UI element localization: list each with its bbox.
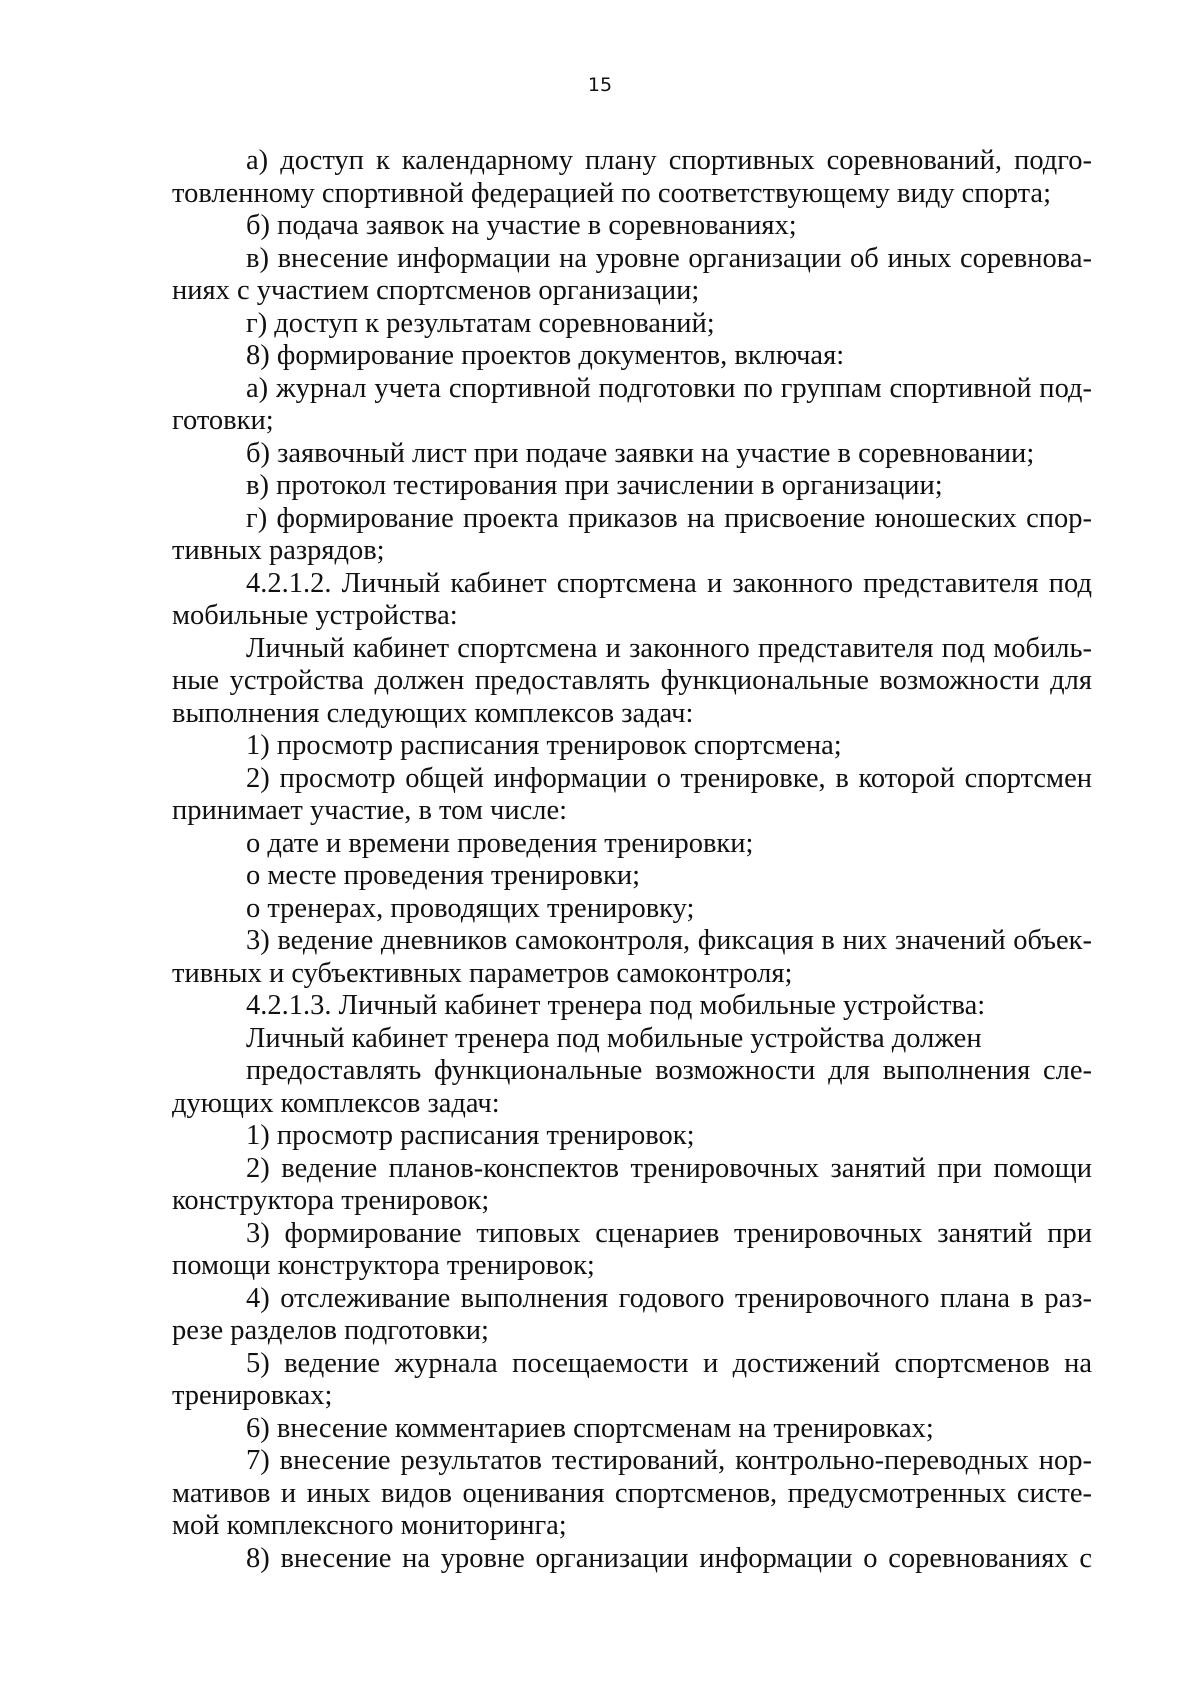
- list-item: 1) просмотр расписания тренировок;: [246, 1120, 695, 1151]
- list-item: в) протокол тестирования при зачислении в организации;: [246, 470, 943, 501]
- list-item: 3) формирование типовых сценариев тренировочных занятий при помощи конструктора тренировок;: [172, 1217, 1092, 1281]
- list-item: г) формирование проекта приказов на присвоение юношеских спортивных разрядов;: [172, 502, 1092, 566]
- list-item: 7) внесение результатов тестирований, контрольно-переводных нормативов и иных видов оценивания спортсменов, предусмотренных системой комплексного мониторинга;: [172, 1445, 1092, 1541]
- paragraph: предоставлять функциональные возможности для выполнения следующих комплексов задач:: [172, 1055, 1092, 1119]
- list-item: 8) формирование проектов документов, включая:: [246, 340, 845, 371]
- list-item: 4) отслеживание выполнения годового тренировочного плана в разрезе разделов подготовки;: [172, 1282, 1092, 1346]
- document-body: [172, 145, 1092, 1575]
- list-item: г) доступ к результатам соревнований;: [246, 307, 715, 339]
- list-item: 5) ведение журнала посещаемости и достижений спортсменов на тренировках;: [172, 1347, 1092, 1411]
- list-item: о месте проведения тренировки;: [246, 860, 641, 891]
- list-item: 6) внесение комментариев спортсменам на тренировках;: [246, 1412, 934, 1444]
- list-item: 2) ведение планов-конспектов тренировочных занятий при помощи конструктора тренировок;: [172, 1152, 1092, 1216]
- paragraph: Личный кабинет тренера под мобильные устройства должен: [246, 1022, 982, 1054]
- section-heading: 4.2.1.3. Личный кабинет тренера под мобильные устройства:: [246, 990, 986, 1021]
- list-item: 3) ведение дневников самоконтроля, фиксация в них значений объективных и субъективных параметров самоконтроля;: [172, 925, 1092, 989]
- list-item: о тренерах, проводящих тренировку;: [246, 892, 695, 924]
- list-item: б) заявочный лист при подаче заявки на участие в соревновании;: [246, 437, 1035, 469]
- list-item: 2) просмотр общей информации о тренировке, в которой спортсмен принимает участие, в том числе:: [172, 762, 1092, 826]
- section-heading: 4.2.1.2. Личный кабинет спортсмена и законного представителя под мобильные устройства:: [172, 567, 1092, 631]
- list-item: в) внесение информации на уровне организации об иных соревнованиях с участием спортсменов организации;: [172, 242, 1092, 306]
- list-item: о дате и времени проведения тренировки;: [246, 827, 754, 859]
- list-item: 1) просмотр расписания тренировок спортсмена;: [246, 730, 842, 761]
- list-item: 8) внесение на уровне организации информации о соревнованиях с: [246, 1542, 1092, 1574]
- page-number: 15: [587, 74, 613, 96]
- list-item: а) доступ к календарному плану спортивных соревнований, подготовленному спортивной федерацией по соответствующему виду спорта;: [172, 145, 1092, 209]
- paragraph: Личный кабинет спортсмена и законного представителя под мобильные устройства должен предоставлять функциональные возможности для выполнения следующих комплексов задач:: [172, 632, 1092, 729]
- list-item: б) подача заявок на участие в соревнованиях;: [246, 210, 797, 241]
- list-item: а) журнал учета спортивной подготовки по группам спортивной подготовки;: [172, 372, 1092, 436]
